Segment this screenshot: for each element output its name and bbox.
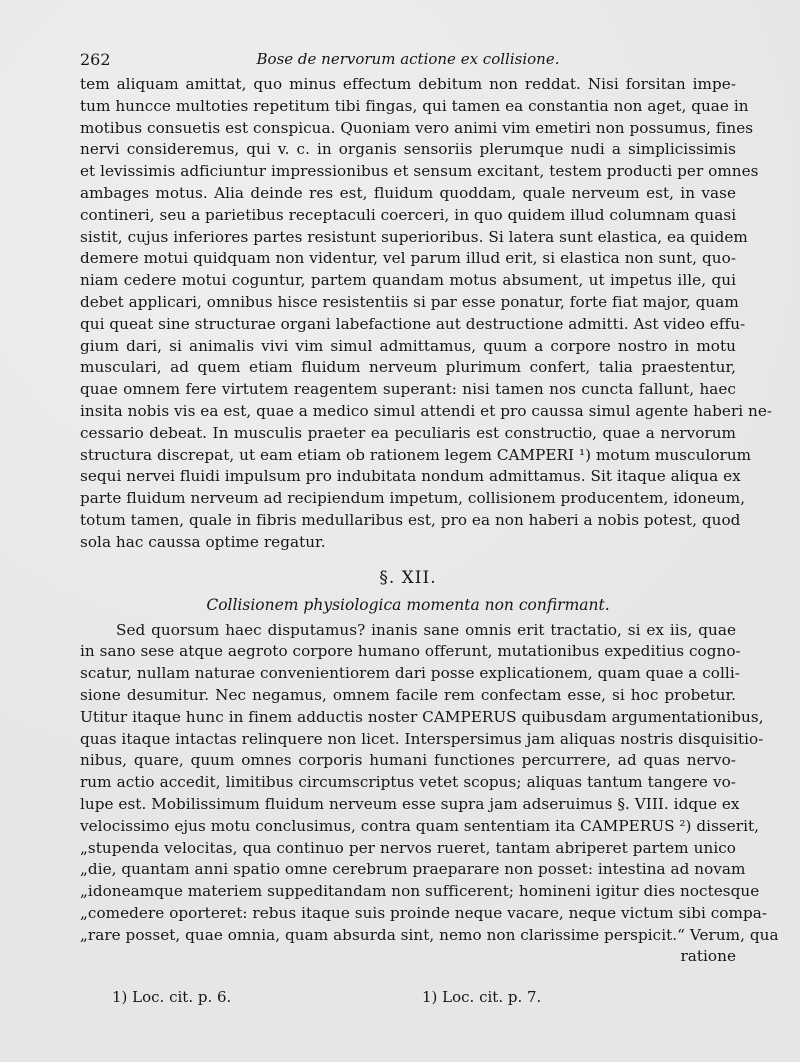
text-line: musculari, ad quem etiam fluidum nerveum plurimum confert, talia praestentur, bbox=[80, 358, 736, 377]
text-line: lupe est. Mobilissimum fluidum nerveum esse supra jam adseruimus §. VIII. idque ex bbox=[80, 794, 740, 813]
text-line: „rare posset, quae omnia, quam absurda sint, nemo non clarissime perspicit.“ Verum, qua bbox=[80, 925, 779, 944]
text-line: parte fluidum nerveum ad recipiendum impetum, collisionem producentem, idoneum, bbox=[80, 489, 746, 508]
text-line: rum actio accedit, limitibus circumscriptus vetet scopus; aliquas tantum tangere vo- bbox=[80, 773, 736, 792]
text-line: scatur, nullam naturae convenientiorem dari posse explicationem, quam quae a colli- bbox=[80, 664, 740, 683]
section-title: Collisionem physiologica momenta non confirmant. bbox=[206, 595, 610, 614]
text-line: „die, quantam anni spatio omne cerebrum praeparare non posset: intestina ad novam bbox=[80, 860, 746, 879]
text-line: quas itaque intactas relinquere non licet. Interspersimus jam aliquas nostris disquisitio- bbox=[80, 729, 764, 748]
text-line: ambages motus. Alia deinde res est, fluidum quoddam, quale nerveum est, in vase bbox=[80, 183, 736, 202]
text-line: sequi nervei fluidi impulsum pro indubitata nondum admittamus. Sit itaque aliqua ex bbox=[80, 467, 741, 486]
text-line: nervi consideremus, qui v. c. in organis sensoriis plerumque nudi a simplicissimis bbox=[80, 140, 736, 159]
text-line: gium dari, si animalis vivi vim simul admittamus, quum a corpore nostro in motu bbox=[80, 336, 736, 355]
text-line: et levissimis adficiuntur impressionibus et sensum excitant, testem producti per omnes bbox=[80, 162, 759, 181]
footnote-1: 1) Loc. cit. p. 6. bbox=[112, 988, 232, 1006]
running-title: Bose de nervorum actione ex collisione. bbox=[256, 50, 560, 68]
text-line: „idoneamque materiem suppeditandam non sufficerent; homineni igitur dies noctesque bbox=[80, 882, 760, 901]
text-line: cessario debeat. In musculis praeter ea peculiaris est constructio, quae a nervorum bbox=[80, 423, 736, 442]
text-line: niam cedere motui coguntur, partem quandam motus absument, ut impetus ille, qui bbox=[80, 271, 736, 290]
text-line: tem aliquam amittat, quo minus effectum debitum non reddat. Nisi forsitan impe- bbox=[80, 75, 736, 93]
text-line: totum tamen, quale in fibris medullaribus est, pro ea non haberi a nobis potest, quod bbox=[80, 510, 741, 529]
text-line: qui queat sine structurae organi labefactione aut destructione admitti. Ast video effu- bbox=[80, 314, 746, 333]
text-line: debet applicari, omnibus hisce resistentiis si par esse ponatur, forte fiat major, quam bbox=[80, 292, 739, 311]
text-line: insita nobis vis ea est, quae a medico simul attendi et pro caussa simul agente haberi ne- bbox=[80, 401, 773, 420]
page-number: 262 bbox=[80, 50, 111, 69]
text-line: tum huncce multoties repetitum tibi fingas, qui tamen ea constantia non aget, quae in bbox=[80, 96, 749, 115]
text-line: contineri, seu a parietibus receptaculi coerceri, in quo quidem illud columnam quasi bbox=[80, 205, 737, 224]
text-line: ratione bbox=[680, 947, 736, 966]
text-line: velocissimo ejus motu conclusimus, contra quam sententiam ita CAMPERUS ²) disserit, bbox=[80, 816, 760, 835]
footnote-2: 1) Loc. cit. p. 7. bbox=[422, 988, 542, 1006]
text-line: „comedere oporteret: rebus itaque suis proinde neque vacare, neque victum sibi compa- bbox=[80, 903, 768, 922]
text-line: „stupenda velocitas, qua continuo per nervos rueret, tantam abriperet partem unico bbox=[80, 838, 736, 857]
text-line: demere motui quidquam non videntur, vel parum illud erit, si elastica non sunt, quo- bbox=[80, 249, 736, 268]
text-line: in sano sese atque aegroto corpore humano offerunt, mutationibus expeditius cogno- bbox=[80, 642, 741, 661]
text-line: motibus consuetis est conspicua. Quoniam vero animi vim emetiri non possumus, fines bbox=[80, 118, 754, 137]
text-line: structura discrepat, ut eam etiam ob rationem legem CAMPERI ¹) motum musculorum bbox=[80, 445, 752, 464]
section-number: §. XII. bbox=[379, 567, 437, 588]
paragraph-2 bbox=[80, 620, 779, 969]
text-line: Sed quorsum haec disputamus? inanis sane omnis erit tractatio, si ex iis, quae bbox=[116, 620, 736, 639]
text-line: sola hac caussa optime regatur. bbox=[80, 532, 326, 551]
text-line: nibus, quare, quum omnes corporis humani functiones percurrere, ad quas nervo- bbox=[80, 751, 736, 770]
text-line: Utitur itaque hunc in finem adductis noster CAMPERUS quibusdam argumentationibus, bbox=[80, 707, 764, 726]
text-line: sione desumitur. Nec negamus, omnem facile rem confectam esse, si hoc probetur. bbox=[80, 685, 736, 704]
text-line: quae omnem fere virtutem reagentem superant: nisi tamen nos cuncta fallunt, haec bbox=[80, 380, 736, 399]
paragraph-1 bbox=[80, 74, 773, 554]
page-header bbox=[80, 46, 736, 74]
text-line: sistit, cujus inferiores partes resistunt superioribus. Si latera sunt elastica, ea quidem bbox=[80, 227, 748, 246]
